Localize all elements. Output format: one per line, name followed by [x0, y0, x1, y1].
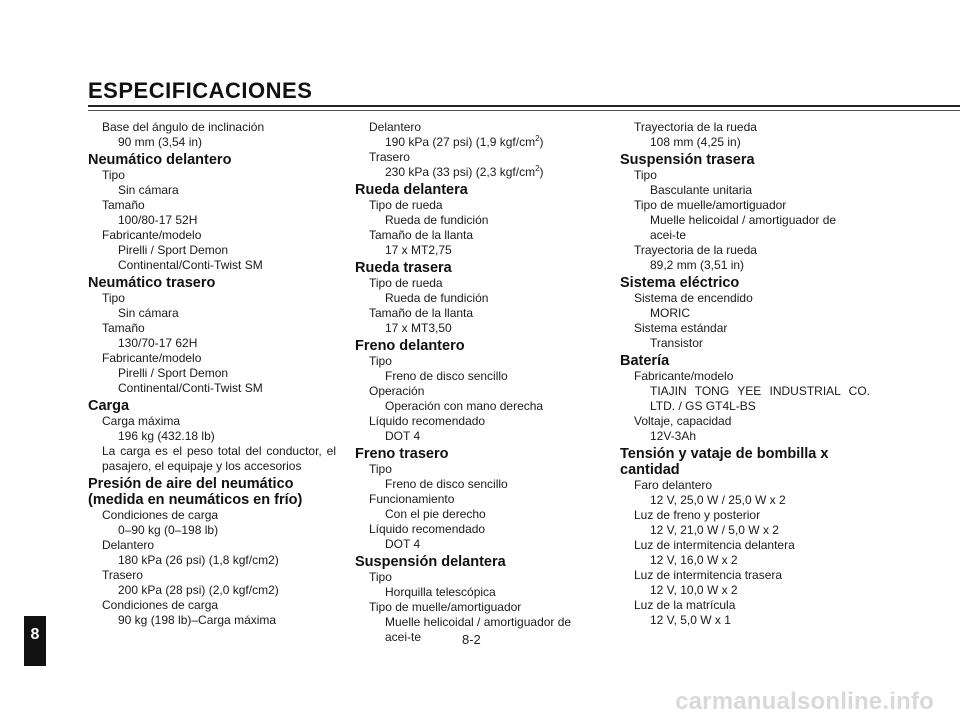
spec-label: Sistema estándar [634, 321, 728, 335]
section-heading: Batería [620, 353, 670, 369]
spec-value: MORIC [650, 306, 690, 320]
spec-value: 90 mm (3,54 in) [118, 135, 203, 149]
spec-label: Fabricante/modelo [102, 351, 202, 365]
spec-value: DOT 4 [385, 429, 421, 443]
section-heading: Carga [88, 398, 130, 414]
spec-value: 17 x MT3,50 [385, 321, 452, 335]
spec-label: Tipo de rueda [369, 276, 443, 290]
spec-label: Tipo [102, 291, 125, 305]
spec-value: Muelle helicoidal / amortiguador de acei-te [650, 213, 837, 242]
section-heading: Suspensión trasera [620, 152, 755, 168]
spec-value: Transistor [650, 336, 703, 350]
spec-value [355, 165, 603, 180]
spec-label: Fabricante/modelo [102, 228, 202, 242]
spec-value: Rueda de fundición [385, 291, 489, 305]
spec-label: Trasero [369, 150, 410, 164]
spec-value: Continental/Conti-Twist SM [118, 258, 263, 272]
spec-value: 90 kg (198 lb)–Carga máxima [118, 613, 277, 627]
spec-value: Sin cámara [118, 183, 179, 197]
spec-value: 12 V, 5,0 W x 1 [650, 613, 731, 627]
spec-value: Freno de disco sencillo [385, 477, 508, 491]
spec-value: 196 kg (432.18 lb) [118, 429, 215, 443]
spec-label: Trayectoria de la rueda [634, 243, 757, 257]
spec-value: DOT 4 [385, 537, 421, 551]
spec-label: Delantero [369, 120, 422, 134]
page-number: 8-2 [462, 632, 481, 647]
spec-label: Tamaño de la llanta [369, 306, 474, 320]
section-heading: Tensión y vataje de bombilla x cantidad [620, 446, 829, 478]
spec-label: Tipo [369, 354, 392, 368]
spec-label: Tamaño [102, 198, 145, 212]
spec-value: 130/70-17 62H [118, 336, 198, 350]
spec-value: Basculante unitaria [650, 183, 753, 197]
superscript: 2 [535, 164, 540, 173]
spec-value: Freno de disco sencillo [385, 369, 508, 383]
spec-value: Horquilla telescópica [385, 585, 496, 599]
spec-label: Líquido recomendado [369, 414, 486, 428]
value-close: ) [539, 135, 544, 149]
spec-value: 108 mm (4,25 in) [650, 135, 741, 149]
spec-label: Tipo [369, 570, 392, 584]
spec-label: Funcionamiento [369, 492, 455, 506]
spec-label: Operación [369, 384, 425, 398]
spec-label: Tipo [634, 168, 657, 182]
title-rule-thin [88, 110, 960, 111]
spec-value: 180 kPa (26 psi) (1,8 kgf/cm2) [118, 553, 279, 567]
load-note: La carga es el peso total del conductor, el pasajero, el equipaje y los accesorios [102, 444, 336, 473]
column-3 [620, 120, 870, 628]
spec-value: 17 x MT2,75 [385, 243, 452, 257]
spec-label: Base del ángulo de inclinación [102, 120, 265, 134]
spec-label: Tipo [102, 168, 125, 182]
spec-label: Luz de intermitencia delantera [634, 538, 795, 552]
spec-value: TIAJIN TONG YEE INDUSTRIAL CO. LTD. / GS GT4L-BS [650, 384, 870, 413]
spec-label: Tipo de muelle/amortiguador [369, 600, 522, 614]
spec-value: Pirelli / Sport Demon [118, 366, 229, 380]
page-title: ESPECIFICACIONES [88, 78, 313, 103]
spec-label: Luz de la matrícula [634, 598, 736, 612]
section-heading: Presión de aire del neumático (medida en neumáticos en frío) [88, 476, 303, 508]
value-close: ) [539, 165, 544, 179]
column-2 [355, 120, 603, 645]
spec-value: 12 V, 10,0 W x 2 [650, 583, 738, 597]
spec-label: Voltaje, capacidad [634, 414, 732, 428]
spec-label: Tipo de muelle/amortiguador [634, 198, 787, 212]
spec-label: Trasero [102, 568, 143, 582]
spec-value: 12 V, 25,0 W / 25,0 W x 2 [650, 493, 786, 507]
spec-value: 12V-3Ah [650, 429, 697, 443]
section-heading: Sistema eléctrico [620, 275, 740, 291]
watermark: carmanualsonline.info [675, 688, 934, 715]
spec-label: Fabricante/modelo [634, 369, 734, 383]
section-heading: Freno trasero [355, 446, 449, 462]
section-heading: Suspensión delantera [355, 554, 506, 570]
section-heading: Rueda delantera [355, 182, 468, 198]
spec-value: Con el pie derecho [385, 507, 486, 521]
title-rule [88, 105, 960, 107]
spec-label: Líquido recomendado [369, 522, 486, 536]
spec-label: Tamaño de la llanta [369, 228, 474, 242]
spec-value: 100/80-17 52H [118, 213, 198, 227]
chapter-tab: 8 [24, 616, 46, 666]
spec-value: 200 kPa (28 psi) (2,0 kgf/cm2) [118, 583, 279, 597]
spec-label: Faro delantero [634, 478, 713, 492]
spec-value: 89,2 mm (3,51 in) [650, 258, 745, 272]
column-1 [88, 120, 336, 628]
spec-value: 12 V, 16,0 W x 2 [650, 553, 738, 567]
spec-value: Pirelli / Sport Demon [118, 243, 229, 257]
section-heading: Neumático trasero [88, 275, 216, 291]
spec-label: Carga máxima [102, 414, 181, 428]
spec-label: Luz de freno y posterior [634, 508, 761, 522]
value-text: 190 kPa (27 psi) (1,9 kgf/cm [385, 135, 536, 149]
spec-value: Operación con mano derecha [385, 399, 544, 413]
section-heading: Neumático delantero [88, 152, 232, 168]
superscript: 2 [535, 134, 540, 143]
spec-value: Sin cámara [118, 306, 179, 320]
spec-label: Tamaño [102, 321, 145, 335]
spec-value: 12 V, 21,0 W / 5,0 W x 2 [650, 523, 779, 537]
spec-label: Luz de intermitencia trasera [634, 568, 783, 582]
spec-label: Sistema de encendido [634, 291, 753, 305]
spec-value: Muelle helicoidal / amortiguador de acei-te [385, 615, 572, 644]
value-text: 230 kPa (33 psi) (2,3 kgf/cm [385, 165, 536, 179]
spec-value [355, 135, 603, 150]
spec-label: Condiciones de carga [102, 598, 219, 612]
spec-value: 0–90 kg (0–198 lb) [118, 523, 219, 537]
spec-label: Condiciones de carga [102, 508, 219, 522]
spec-label: Tipo [369, 462, 392, 476]
spec-label: Tipo de rueda [369, 198, 443, 212]
spec-value: Continental/Conti-Twist SM [118, 381, 263, 395]
spec-value: Rueda de fundición [385, 213, 489, 227]
spec-label: Trayectoria de la rueda [634, 120, 757, 134]
spec-label: Delantero [102, 538, 155, 552]
section-heading: Freno delantero [355, 338, 465, 354]
section-heading: Rueda trasera [355, 260, 452, 276]
